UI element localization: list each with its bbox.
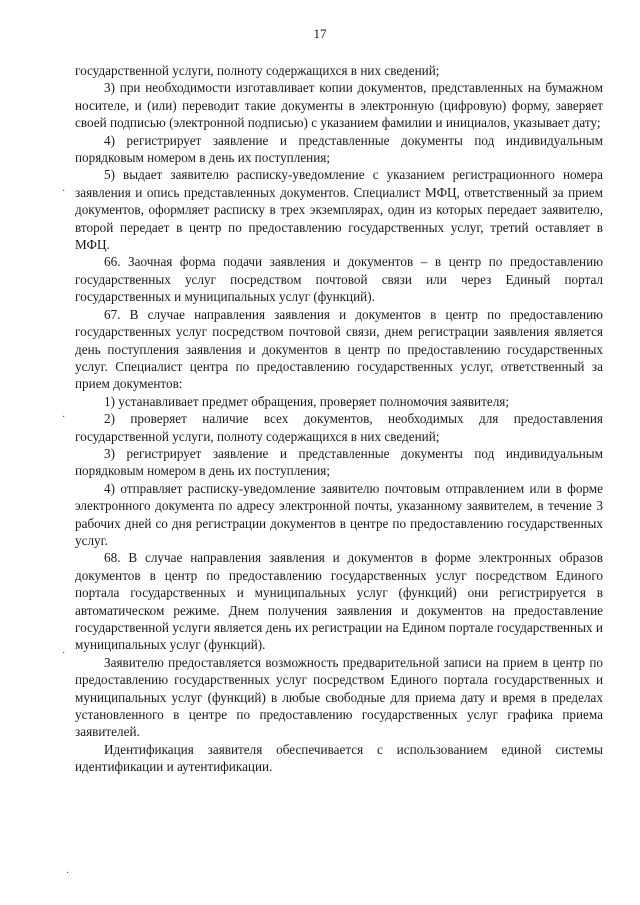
paragraph: 4) отправляет расписку-уведомление заявителю почтовым отправлением или в форме электронного документа по адресу электронной почты, указанному заявителем, в течение 3 рабочих дней со дня регистрации документов в центре по предоставлению государственных услуг. — [75, 480, 603, 548]
scan-speck: · — [62, 186, 66, 197]
paragraph: Идентификация заявителя обеспечивается с использованием единой системы идентификации и аутентификации. — [75, 741, 603, 775]
paragraph: 3) при необходимости изготавливает копии документов, представленных на бумажном носителе, и (или) переводит такие документы в электронную (цифровую) форму, заверяет своей подписью (электронной подписью) с указанием фамилии и инициалов, указывает дату; — [75, 80, 603, 131]
paragraph: 3) регистрирует заявление и представленные документы под индивидуальным порядковым номером в день их поступления; — [75, 445, 603, 479]
paragraph: 67. В случае направления заявления и документов в центр по предоставлению государственных услуг посредством почтовой связи, днем регистрации заявления является день поступления заявления и документов в центр по предоставлению государственных услуг. Специалист центра по предоставлению государственных услуг, ответственный за прием документов: — [75, 306, 603, 392]
paragraph: 2) проверяет наличие всех документов, необходимых для предоставления государственной услуги, полноту содержащихся в них сведений; — [75, 411, 603, 444]
paragraph: 68. В случае направления заявления и документов в форме электронных образов документов в центр по предоставлению государственных услуг посредством Единого портала государственных и муниципальных услуг (функций) они регистрируется в автоматическом режиме. Днем получения заявления и документов на предоставление государственной услуги является день их регистрации на Едином портале государственных и муниципальных услуг (функций). — [75, 550, 603, 653]
paragraph: 4) регистрирует заявление и представленные документы под индивидуальным порядковым номером в день их поступления; — [75, 132, 603, 166]
paragraph: государственной услуги, полноту содержащихся в них сведений; — [75, 63, 440, 78]
page-number: 17 — [313, 26, 327, 41]
paragraph: 66. Заочная форма подачи заявления и документов – в центр по предоставлению государственных услуг посредством почтовой связи или через Единый портал государственных и муниципальных услуг (функций). — [75, 254, 603, 305]
scan-speck: · — [62, 412, 66, 423]
scan-speck: · — [62, 648, 66, 659]
document-body — [75, 62, 603, 776]
paragraph: 5) выдает заявителю расписку-уведомление с указанием регистрационного номера заявления и опись представленных документов. Специалист МФЦ, ответственный за прием документов, оформляет расписку в трех экземплярах, один из которых передает заявителю, второй передает в центр по предоставлению государственных услуг, третий оставляет в МФЦ. — [75, 167, 603, 253]
scan-speck: · — [66, 868, 70, 879]
paragraph: 1) устанавливает предмет обращения, проверяет полномочия заявителя; — [104, 393, 510, 409]
paragraph: Заявителю предоставляется возможность предварительной записи на прием в центр по предоставлению государственных услуг посредством Единого портала государственных и муниципальных услуг (функций) в любые свободные для приема дату и время в пределах установленного в центре по предоставлению государственных услуг графика приема заявителей. — [75, 654, 603, 740]
